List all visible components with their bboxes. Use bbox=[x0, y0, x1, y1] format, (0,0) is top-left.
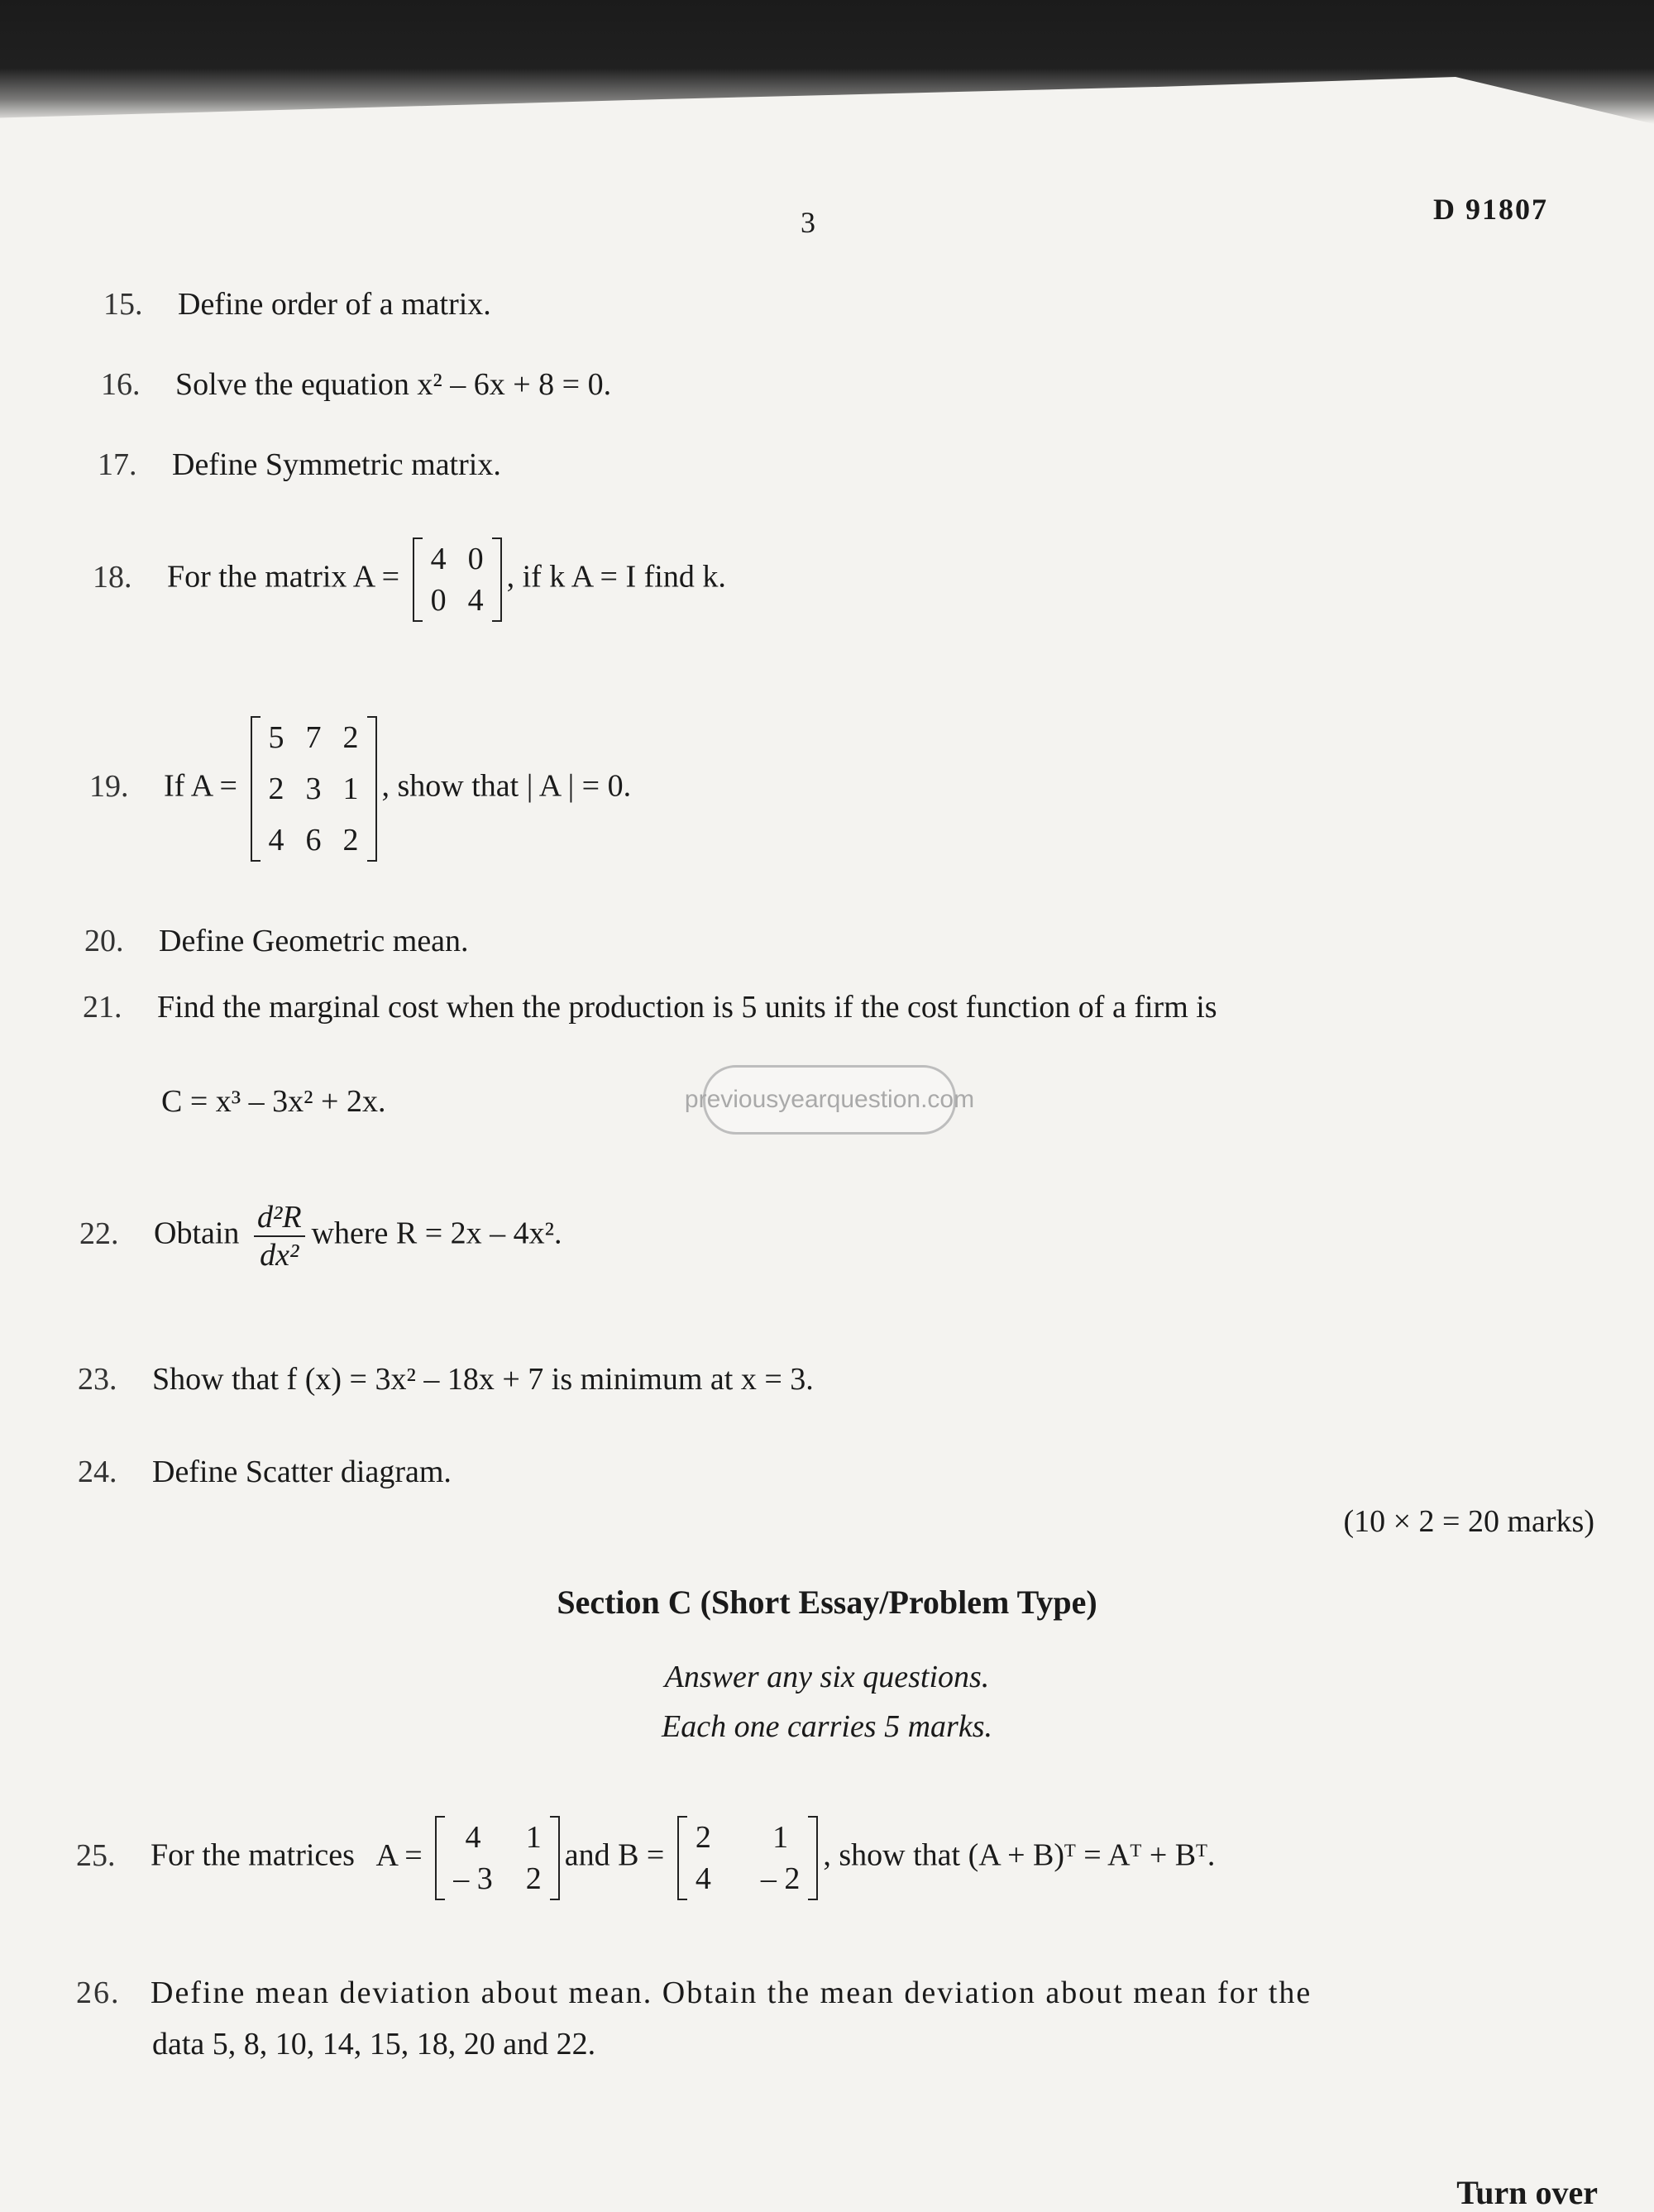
matrix-a bbox=[435, 1816, 560, 1900]
matrix-cell: 2 bbox=[695, 1820, 711, 1855]
question-number: 15. bbox=[103, 287, 143, 322]
matrix-cell: 2 bbox=[342, 823, 359, 858]
question-text: Solve the equation x² – 6x + 8 = 0. bbox=[175, 367, 612, 402]
question-21 bbox=[83, 989, 1217, 1025]
matrix-cell: 1 bbox=[772, 1820, 789, 1855]
question-number: 24. bbox=[78, 1455, 117, 1489]
question-text: If A = bbox=[164, 768, 237, 804]
question-19 bbox=[89, 716, 631, 862]
question-text: Define order of a matrix. bbox=[178, 287, 491, 322]
fraction-numerator: d²R bbox=[254, 1199, 305, 1237]
question-26-line-2 bbox=[152, 2026, 595, 2062]
matrix-cell: 5 bbox=[268, 720, 284, 755]
question-number: 17. bbox=[98, 447, 137, 482]
matrix-cell: 6 bbox=[305, 823, 322, 858]
question-text: Obtain bbox=[154, 1216, 240, 1251]
matrix-cell: 4 bbox=[467, 583, 484, 618]
question-text: data 5, 8, 10, 14, 15, 18, 20 and 22. bbox=[152, 2027, 596, 2062]
question-25 bbox=[76, 1816, 1215, 1900]
question-text: Find the marginal cost when the production is 5 units if the cost function of a firm is bbox=[157, 990, 1217, 1025]
section-instruction: Each one carries 5 marks. bbox=[662, 1709, 992, 1744]
question-text: Define Geometric mean. bbox=[159, 924, 469, 958]
matrix-a bbox=[413, 537, 502, 622]
question-text: Define mean deviation about mean. Obtain the mean deviation about mean for the bbox=[151, 1976, 1312, 2010]
question-text: Show that f (x) = 3x² – 18x + 7 is minimum at x = 3. bbox=[152, 1362, 814, 1397]
question-23 bbox=[78, 1361, 814, 1397]
matrix-a bbox=[251, 716, 377, 862]
matrix-cell: 0 bbox=[467, 542, 484, 576]
matrix-cell: 3 bbox=[305, 772, 322, 806]
section-title: Section C (Short Essay/Problem Type) bbox=[557, 1584, 1097, 1621]
question-18 bbox=[93, 537, 726, 622]
question-text: C = x³ – 3x² + 2x. bbox=[161, 1084, 386, 1119]
question-21-line-2 bbox=[161, 1083, 386, 1120]
question-text-suffix: , show that (A + B)ᵀ = Aᵀ + Bᵀ. bbox=[823, 1837, 1216, 1873]
matrix-cell: 4 bbox=[695, 1861, 711, 1896]
turn-over-label: Turn over bbox=[1456, 2174, 1598, 2211]
question-24 bbox=[78, 1454, 452, 1490]
question-number: 20. bbox=[84, 924, 124, 958]
question-number: 22. bbox=[79, 1216, 119, 1251]
question-number: 16. bbox=[101, 367, 141, 402]
question-number: 23. bbox=[78, 1362, 117, 1397]
question-22 bbox=[79, 1199, 562, 1273]
question-text-suffix: , show that | A | = 0. bbox=[381, 768, 632, 804]
question-number: 21. bbox=[83, 990, 122, 1025]
paper-code: D 91807 bbox=[1433, 193, 1548, 226]
question-16 bbox=[101, 366, 611, 403]
question-text: For the matrices bbox=[151, 1837, 355, 1873]
question-26 bbox=[76, 1975, 1312, 2011]
marks-allocation: (10 × 2 = 20 marks) bbox=[1343, 1504, 1594, 1539]
question-15 bbox=[103, 286, 491, 322]
matrix-a-label: A = bbox=[375, 1837, 423, 1873]
matrix-cell: 0 bbox=[430, 583, 447, 618]
matrix-cell: – 3 bbox=[453, 1861, 493, 1896]
section-instruction: Answer any six questions. bbox=[664, 1660, 990, 1694]
matrix-cell: 4 bbox=[430, 542, 447, 576]
question-number: 26. bbox=[76, 1976, 121, 2010]
matrix-cell: – 2 bbox=[760, 1861, 801, 1896]
matrix-cell: 4 bbox=[465, 1820, 481, 1855]
question-number: 25. bbox=[76, 1837, 116, 1873]
fraction-denominator: dx² bbox=[260, 1238, 299, 1273]
question-number: 19. bbox=[89, 768, 129, 804]
matrix-cell: 2 bbox=[525, 1861, 542, 1896]
matrix-b bbox=[677, 1816, 819, 1900]
question-text: For the matrix A = bbox=[167, 559, 400, 595]
question-number: 18. bbox=[93, 559, 132, 595]
watermark: previousyearquestion.com bbox=[703, 1065, 956, 1135]
top-shadow bbox=[0, 0, 1654, 124]
matrix-cell: 4 bbox=[268, 823, 284, 858]
question-text: Define Scatter diagram. bbox=[152, 1455, 452, 1489]
matrix-cell: 2 bbox=[342, 720, 359, 755]
matrix-cell: 1 bbox=[342, 772, 359, 806]
question-text: Define Symmetric matrix. bbox=[172, 447, 501, 482]
question-17 bbox=[98, 447, 501, 483]
question-text-suffix: , if k A = I find k. bbox=[506, 559, 726, 595]
matrix-cell: 1 bbox=[525, 1820, 542, 1855]
page-number: 3 bbox=[801, 206, 815, 239]
question-text-suffix: where R = 2x – 4x². bbox=[311, 1216, 562, 1251]
matrix-b-label: and B = bbox=[564, 1837, 665, 1873]
question-20 bbox=[84, 923, 469, 959]
matrix-cell: 2 bbox=[268, 772, 284, 806]
derivative-fraction bbox=[254, 1199, 305, 1273]
matrix-cell: 7 bbox=[305, 720, 322, 755]
